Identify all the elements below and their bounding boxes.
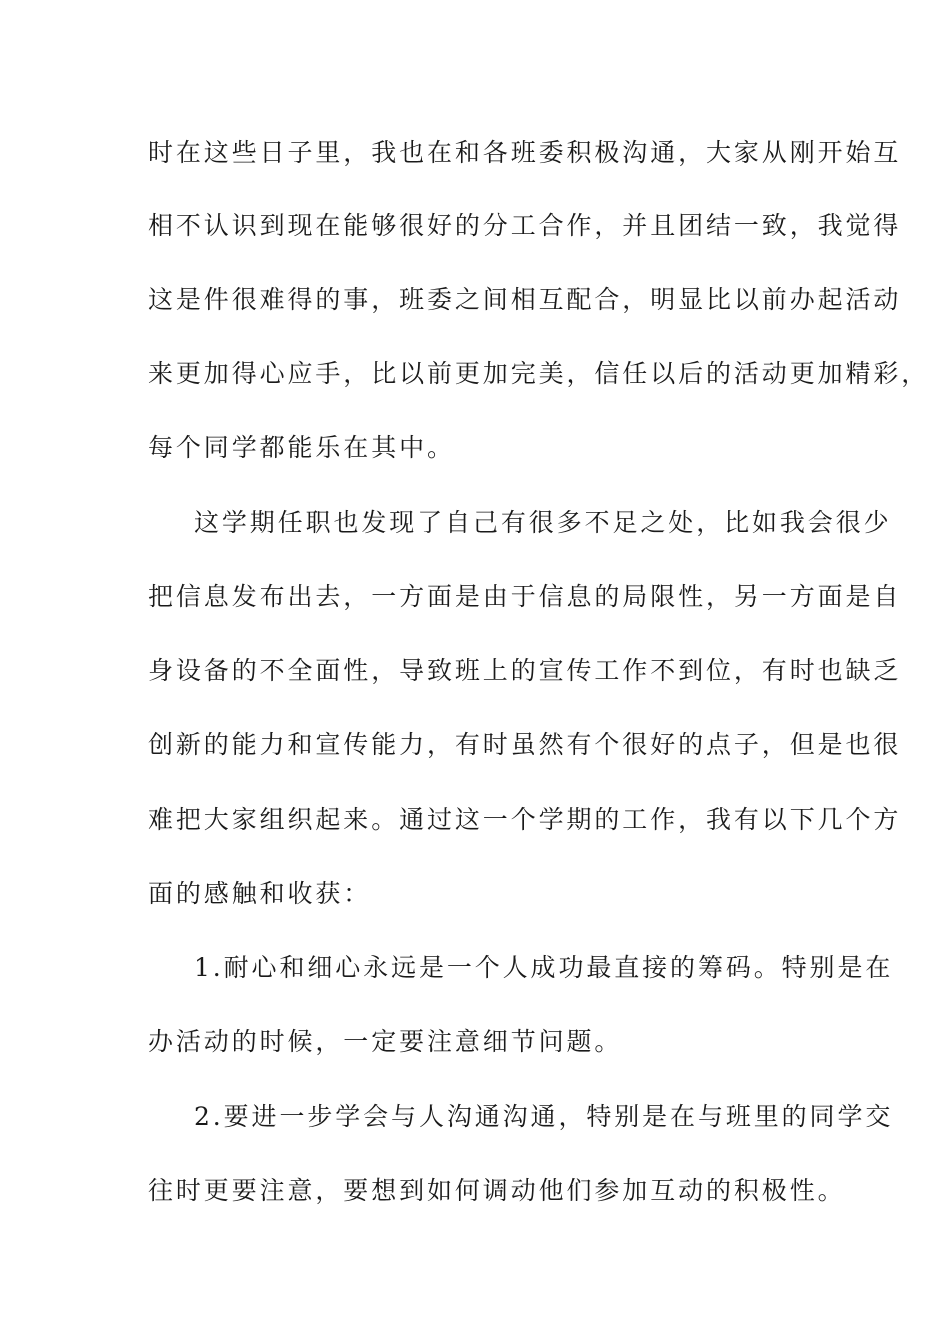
list-item-line: 往时更要注意，要想到如何调动他们参加互动的积极性。 (148, 1176, 846, 1205)
list-item-line: 办活动的时候，一定要注意细节问题。 (148, 1027, 623, 1056)
paragraph-line: 这是件很难得的事，班委之间相互配合，明显比以前办起活动 (148, 285, 902, 314)
list-item-line: 1.耐心和细心永远是一个人成功最直接的筹码。特别是在 (194, 953, 894, 982)
paragraph-line: 时在这些日子里，我也在和各班委积极沟通，大家从刚开始互 (148, 138, 902, 167)
paragraph-line: 每个同学都能乐在其中。 (148, 433, 455, 462)
paragraph-line: 相不认识到现在能够很好的分工合作，并且团结一致，我觉得 (148, 211, 902, 240)
paragraph-line: 把信息发布出去，一方面是由于信息的局限性，另一方面是自 (148, 582, 902, 611)
paragraph-line: 难把大家组织起来。通过这一个学期的工作，我有以下几个方 (148, 805, 902, 834)
list-item-line: 2.要进一步学会与人沟通沟通，特别是在与班里的同学交 (194, 1102, 894, 1131)
paragraph-line: 这学期任职也发现了自己有很多不足之处，比如我会很少 (194, 508, 892, 537)
paragraph-line: 身设备的不全面性，导致班上的宣传工作不到位，有时也缺乏 (148, 656, 902, 685)
paragraph-line: 来更加得心应手，比以前更加完美，信任以后的活动更加精彩， (148, 359, 930, 388)
paragraph-line: 面的感触和收获： (148, 879, 372, 908)
paragraph-line: 创新的能力和宣传能力，有时虽然有个很好的点子，但是也很 (148, 730, 902, 759)
